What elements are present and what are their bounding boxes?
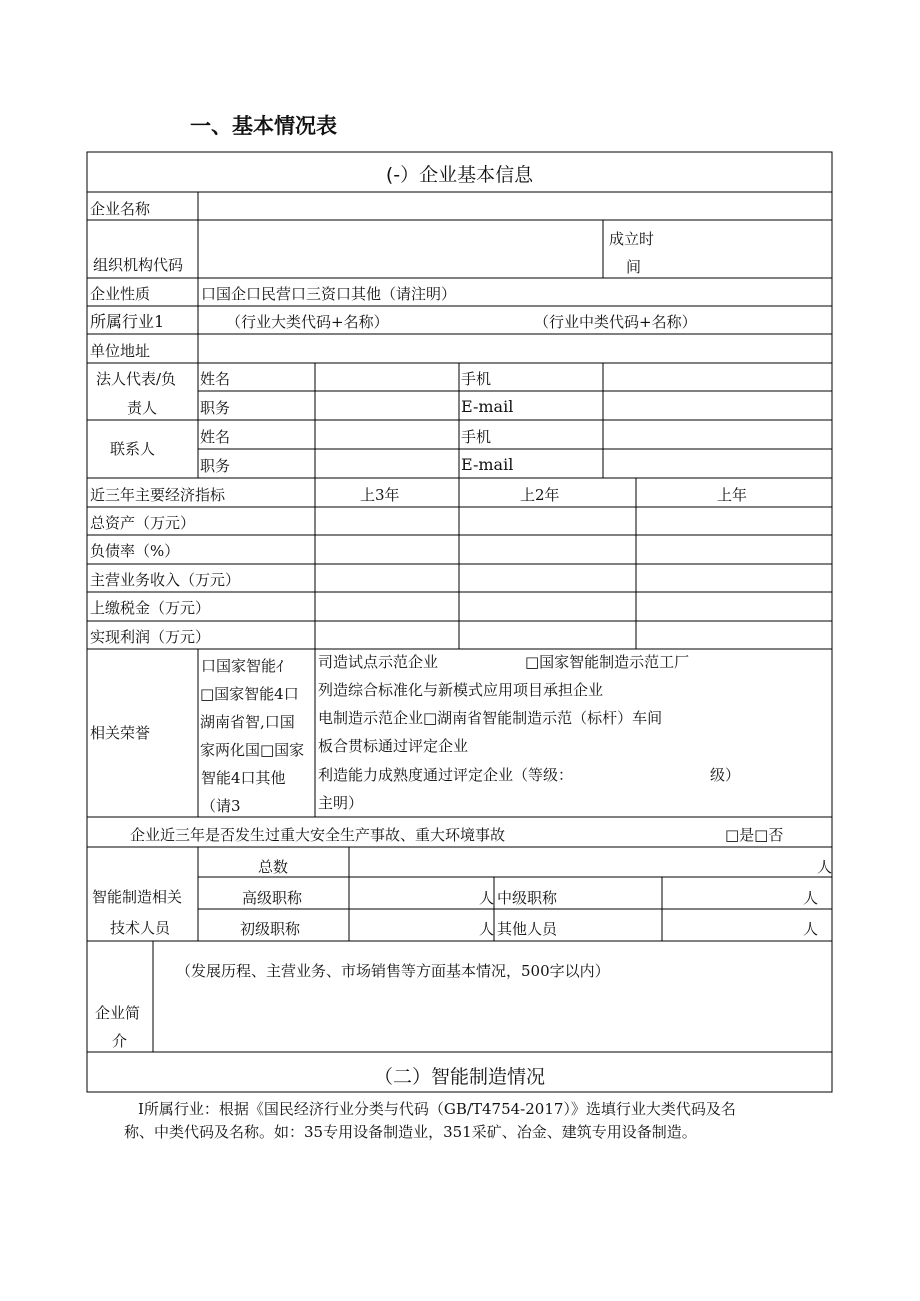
staff-label-line2: 技术人员 — [110, 919, 171, 937]
honors-col2-line6: 主明） — [318, 794, 364, 812]
staff-other-unit: 人 — [803, 920, 819, 938]
year-label-last: 上年 — [717, 486, 748, 504]
company-name-label: 企业名称 — [90, 200, 151, 218]
org-code-label: 组织机构代码 — [93, 256, 184, 274]
nature-options[interactable]: 口国企口民营口三资口其他（请注明） — [201, 285, 457, 303]
intro-label-line2: 介 — [112, 1032, 128, 1050]
staff-middle-label: 中级职称 — [497, 889, 558, 907]
safety-options[interactable]: □是□否 — [725, 826, 784, 844]
industry-major-hint[interactable]: （行业大类代码+名称） — [226, 313, 389, 331]
footnote-line2: 称、中类代码及名称。如：35专用设备制造业，351采矿、冶金、建筑专用设备制造。 — [124, 1123, 697, 1141]
honors-col2-line5: 利造能力成熟度通过评定企业（等级： — [318, 766, 574, 784]
legal-rep-label-line2: 责人 — [127, 399, 158, 417]
debt-ratio-label: 负债率（%） — [90, 542, 180, 560]
founded-label-line1: 成立时 — [609, 230, 655, 248]
legal-rep-email-label: E-mail — [461, 397, 514, 416]
address-label: 单位地址 — [90, 342, 151, 360]
industry-middle-hint[interactable]: （行业中类代码+名称） — [534, 313, 697, 331]
contact-label: 联系人 — [110, 440, 156, 458]
legal-rep-name-label: 姓名 — [200, 370, 231, 388]
address-field[interactable] — [200, 337, 830, 361]
honors-col1-line3: 湖南省智,口国 — [200, 713, 295, 731]
honors-col1-line1: 口国家智能ｲ — [201, 657, 284, 675]
staff-other-label: 其他人员 — [497, 920, 558, 938]
honors-col2-line3: 电制造示范企业□湖南省智能制造示范（标杆）车间 — [318, 709, 663, 727]
honors-level-suffix: 级） — [710, 766, 741, 784]
contact-phone-label: 手机 — [461, 428, 492, 446]
section-title-basic-info: (-）企业基本信息 — [385, 164, 534, 186]
staff-junior-label: 初级职称 — [240, 920, 301, 938]
industry-label: 所属行业1 — [90, 312, 165, 331]
honors-col2-line1: 司造试点示范企业 — [318, 653, 439, 671]
profit-label: 实现利润（万元） — [90, 628, 211, 646]
honors-label: 相关荣誉 — [90, 724, 151, 742]
contact-title-label: 职务 — [200, 457, 231, 475]
company-name-field[interactable] — [200, 196, 830, 218]
year-label-minus2: 上2年 — [520, 486, 560, 504]
honors-col1-line2: □国家智能4口 — [200, 685, 299, 703]
economics-header: 近三年主要经济指标 — [90, 486, 226, 504]
honors-col2-line2: 列造综合标准化与新模式应用项目承担企业 — [318, 681, 604, 699]
contact-email-label: E-mail — [461, 455, 514, 474]
year-label-minus3: 上3年 — [360, 486, 400, 504]
honors-col2-line4: 板合贯标通过评定企业 — [318, 737, 469, 755]
intro-label-line1: 企业简 — [95, 1004, 141, 1022]
honors-col1-line5: 智能4口其他 — [201, 769, 286, 787]
contact-name-label: 姓名 — [200, 428, 231, 446]
section-title-smart-manufacturing: （二）智能制造情况 — [373, 1066, 545, 1088]
page-title: 一、基本情况表 — [190, 114, 337, 138]
founded-date-field[interactable] — [606, 224, 830, 274]
intro-hint[interactable]: （发展历程、主营业务、市场销售等方面基本情况，500字以内） — [176, 962, 610, 980]
staff-senior-unit: 人 — [479, 889, 495, 907]
safety-question: 企业近三年是否发生过重大安全生产事故、重大环境事故 — [130, 826, 506, 844]
honors-col1-line6: （请3 — [201, 797, 241, 815]
revenue-label: 主营业务收入（万元） — [90, 571, 241, 589]
nature-label: 企业性质 — [90, 285, 151, 303]
org-code-field[interactable] — [200, 224, 600, 274]
staff-middle-unit: 人 — [803, 889, 819, 907]
founded-label-line2: 间 — [626, 258, 642, 276]
staff-junior-unit: 人 — [479, 920, 495, 938]
footnote-line1: I所属行业：根据《国民经济行业分类与代码（GB/T4754-2017）》选填行业大类代码及名 — [138, 1100, 736, 1118]
staff-total-unit: 人 — [817, 858, 833, 876]
honors-factory-option[interactable]: □国家智能制造示范工厂 — [525, 653, 690, 671]
honors-col1-line4: 家两化国□国家 — [200, 741, 305, 759]
legal-rep-label-line1: 法人代表/负 — [96, 370, 177, 388]
legal-rep-title-label: 职务 — [200, 399, 231, 417]
total-assets-label: 总资产（万元） — [90, 514, 196, 532]
staff-label-line1: 智能制造相关 — [92, 888, 183, 906]
legal-rep-phone-label: 手机 — [461, 370, 492, 388]
staff-senior-label: 高级职称 — [242, 889, 303, 907]
taxes-label: 上缴税金（万元） — [90, 599, 211, 617]
staff-total-label: 总数 — [258, 858, 289, 876]
